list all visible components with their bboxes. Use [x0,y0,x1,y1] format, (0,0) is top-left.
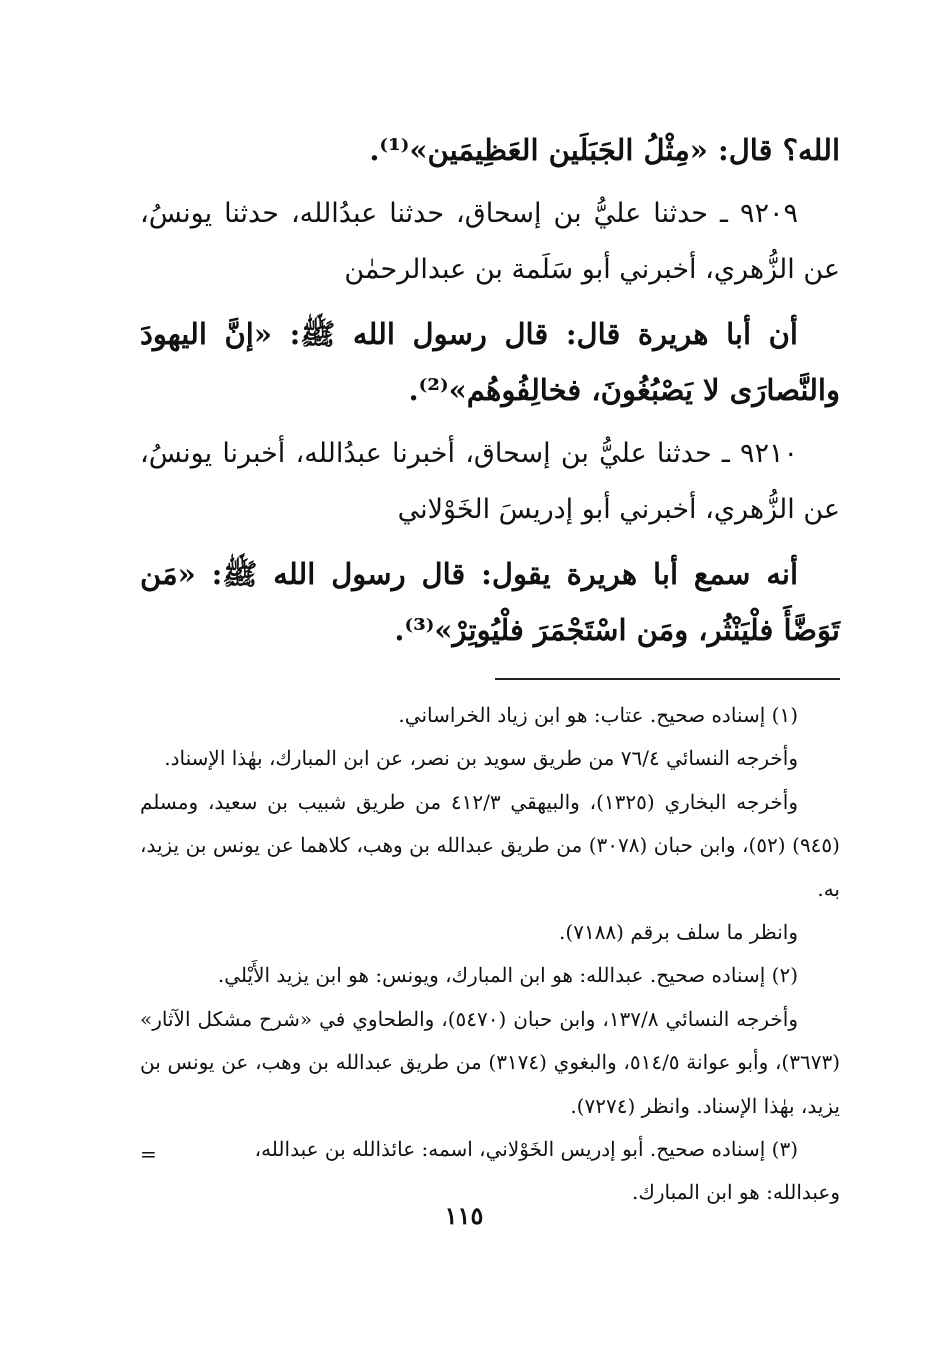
footnotes [140,694,840,1215]
paragraph-opening: الله؟ قال: «مِثْلُ الجَبَلَين العَظِيمَين»⁽¹⁾. [369,133,840,167]
page-number: ١١٥ [444,1201,484,1230]
footnote-3: (٣) إسناده صحيح. أبو إدريس الخَوْلاني، اسمه: عائذالله بن عبدالله، [254,1137,798,1162]
main-text [140,122,840,658]
footnote-2: (٢) إسناده صحيح. عبدالله: هو ابن المبارك، ويونس: هو ابن يزيد الأَيْلي. [217,963,798,988]
hadith-9209-isnad: ٩٢٠٩ ـ حدثنا عليُّ بن إسحاق، حدثنا عبدُالله، حدثنا يونسُ، عن الزُّهري، أخبرني أبو سَلَمة بن عبدالرحمٰن [140,198,840,285]
footnote-1: (١) إسناده صحيح. عتاب: هو ابن زياد الخراساني. [398,703,798,727]
page-content [140,122,840,1215]
footnote-1-source-b: وأخرجه البخاري (١٣٢٥)، والبيهقي ٤١٢/٣ من طريق شبيب بن سعيد، ومسلم (٩٤٥) (٥٢)، وابن حبان (٣٠٧٨) من طريق عبدالله بن وهب، كلاهما عن يونس بن يزيد، به. [140,789,840,901]
footnote-3-continued-text: وعبدالله: هو ابن المبارك. [632,1180,840,1205]
footnote-divider [495,678,840,680]
continuation-mark: = [140,1142,157,1167]
footnote-1-see-also: وانظر ما سلف برقم (٧١٨٨). [559,920,798,945]
footnote-2-source: وأخرجه النسائي ١٣٧/٨، وابن حبان (٥٤٧٠)، والطحاوي في «شرح مشكل الآثار» (٣٦٧٣)، وأبو عوانة ٥١٤/٥، والبغوي (٣١٧٤) من طريق عبدالله بن وهب، عن يونس بن يزيد، بهٰذا الإسناد. وانظر (٧٢٧٤). [140,1006,840,1118]
footnote-1-source-a: وأخرجه النسائي ٧٦/٤ من طريق سويد بن نصر، عن ابن المبارك، بهٰذا الإسناد. [164,746,798,771]
hadith-9210-isnad: ٩٢١٠ ـ حدثنا عليُّ بن إسحاق، أخبرنا عبدُالله، أخبرنا يونسُ، عن الزُّهري، أخبرني أبو إدريسَ الخَوْلاني [140,438,840,525]
hadith-9209-matn: أن أبا هريرة قال: قال رسول الله ﷺ: «إنَّ اليهودَ والنَّصارَى لا يَصْبُغُونَ، فخالِفُوهُم»⁽²⁾. [140,317,840,407]
hadith-9210-matn: أنه سمع أبا هريرة يقول: قال رسول الله ﷺ: «مَن تَوَضَّأَ فلْيَنْثُر، ومَن اسْتَجْمَرَ فلْيُوتِرْ»⁽³⁾. [140,557,840,647]
